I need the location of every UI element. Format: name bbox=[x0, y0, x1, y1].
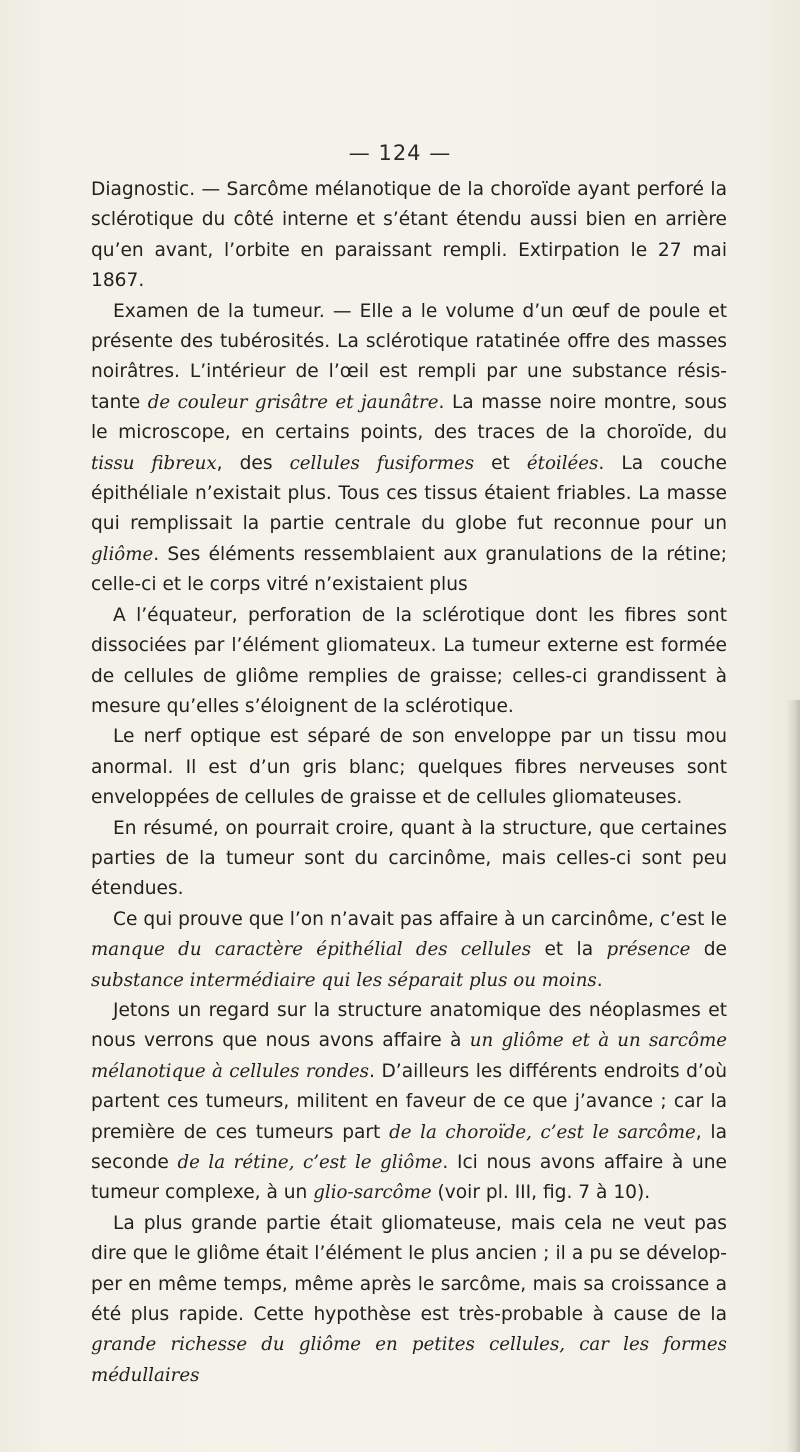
paragraph bbox=[91, 905, 727, 996]
text-run: Jetons un regard sur la structure anatomique des néoplasmes et nous verrons que nous avons affaire à bbox=[91, 999, 727, 1052]
text-run: (voir pl. III, fig. 7 à 10). bbox=[431, 1182, 651, 1204]
text-run: . La couche épithéliale n’existait plus. Tous ces tissus étaient friables. La masse qui remplissait la partie centrale du globe fut reconnue pour un bbox=[91, 452, 727, 535]
page-number-header: — 124 — bbox=[348, 141, 452, 165]
italic-text: un gliôme et à un sarcôme mélanotique à cellules rondes bbox=[91, 1030, 727, 1082]
italic-text: manque du caractère épithélial des cellules bbox=[91, 939, 532, 961]
text-run: et bbox=[474, 452, 527, 474]
italic-text: tissu fibreux bbox=[91, 452, 217, 474]
text-run: , la seconde bbox=[91, 1121, 727, 1173]
text-run: . Ses éléments ressemblaient aux granulations de la rétine; celle-ci et le corps vitré n’existaient plus bbox=[91, 543, 727, 596]
text-run: Diagnostic. — Sarcôme mélanotique de la choroïde ayant perforé la sclérotique du côté interne et s’étant étendu aussi bien en arrière qu’en avant, l’orbite en paraissant rempli. Extirpation le 27 mai 1867. bbox=[91, 179, 727, 292]
paragraph bbox=[91, 601, 727, 723]
text-run: . D’ailleurs les différents endroits d’où partent ces tumeurs, militent en faveur de ce que j’avance ; car la première de ces tumeurs part bbox=[91, 1060, 727, 1143]
paragraph bbox=[91, 1209, 727, 1391]
italic-text: substance intermédiaire qui les séparait plus ou moins bbox=[91, 969, 597, 991]
italic-text: étoilées bbox=[526, 452, 599, 474]
paragraph bbox=[91, 297, 727, 601]
italic-text: cellules fusiformes bbox=[289, 452, 475, 474]
text-run: . La masse noire montre, sous le microscope, en certains points, des traces de la choroïde, du bbox=[91, 391, 727, 444]
text-run: Le nerf optique est séparé de son enveloppe par un tissu mou anormal. Il est d’un gris blanc; quelques fibres nerveuses sont enveloppées de cellules de graisse et de cellules gliomateuses. bbox=[91, 726, 727, 809]
paragraph bbox=[91, 996, 727, 1209]
italic-text: glio-sarcôme bbox=[313, 1182, 432, 1204]
text-run: et la bbox=[531, 939, 607, 961]
paragraph bbox=[91, 722, 727, 813]
text-run: Ce qui prouve que l’on n’avait pas affaire à un carcinôme, c’est le bbox=[113, 908, 727, 930]
text-run: La plus grande partie était gliomateuse, mais cela ne veut pas dire que le gliôme était l’élément le plus ancien ; il a pu se développer en même temps, même après le sarcôme, mais sa croissance a été plus rapide. Cette hypothèse est très-probable à cause de la bbox=[91, 1212, 727, 1326]
italic-text: présence bbox=[606, 939, 691, 961]
text-run: de bbox=[690, 939, 727, 961]
text-run: , des bbox=[216, 452, 290, 474]
text-run: . Ici nous avons affaire à une tumeur complexe, à un bbox=[91, 1152, 727, 1204]
italic-text: de couleur grisâtre et jaunâtre bbox=[147, 391, 439, 413]
italic-text: gliôme bbox=[91, 543, 154, 565]
italic-text: de la rétine, c’est le gliôme bbox=[177, 1152, 443, 1173]
italic-text: de la choroïde, c’est le sarcôme bbox=[389, 1121, 696, 1143]
paragraph bbox=[91, 814, 727, 905]
body-text bbox=[91, 175, 727, 1391]
page-edge-shadow bbox=[786, 700, 800, 1452]
text-run: A l’équateur, perforation de la sclérotique dont les fibres sont dissociées par l’élément gliomateux. La tumeur externe est formée de cellules de gliôme remplies de graisse; celles-ci grandissent à mesure qu’elles s’éloignent de la sclérotique. bbox=[91, 604, 727, 717]
text-run: . bbox=[596, 969, 603, 991]
italic-text: grande richesse du gliôme en petites cellules, car les formes médullaires bbox=[91, 1334, 727, 1386]
paragraph bbox=[91, 175, 727, 297]
text-run: En résumé, on pourrait croire, quant à la structure, que certaines parties de la tumeur sont du carcinôme, mais celles-ci sont peu étendues. bbox=[91, 817, 727, 900]
text-run: Examen de la tumeur. — Elle a le volume d’un œuf de poule et présente des tubérosités. La sclérotique ratatinée offre des masses noirâtres. L’intérieur de l’œil est rempli par une substance résistante bbox=[91, 300, 727, 413]
